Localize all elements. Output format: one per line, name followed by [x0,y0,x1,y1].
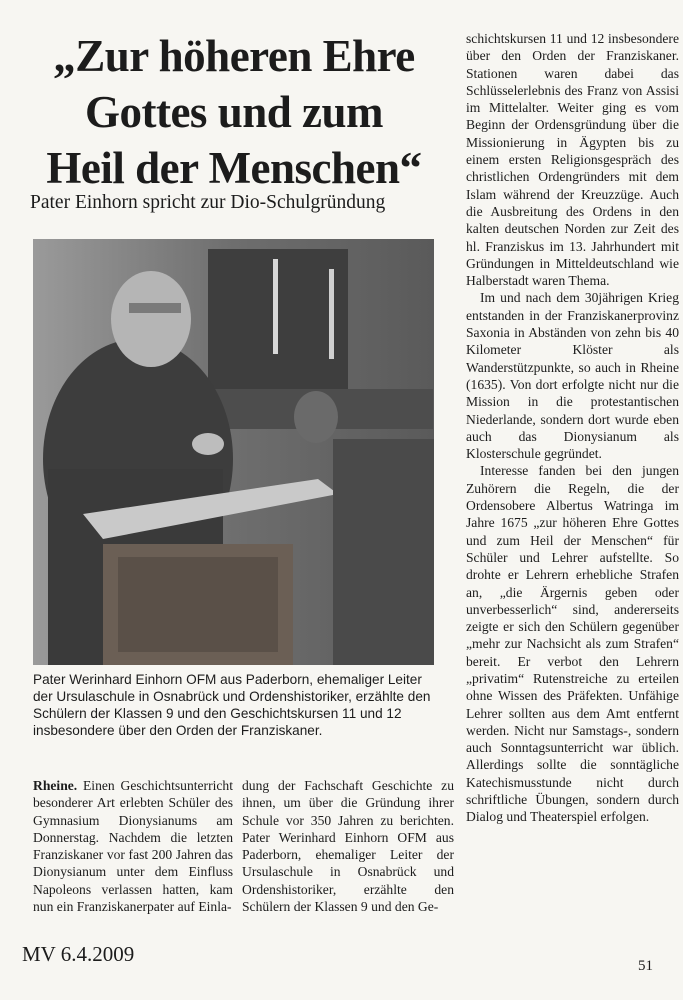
photo-scene [33,239,434,665]
article-photo [33,239,434,665]
listener-head [294,391,338,443]
body-column-2 [242,777,454,915]
subtitle: Pater Einhorn spricht zur Dio-Schulgründung [30,192,386,213]
page-number: 51 [638,958,653,974]
source-note: MV 6.4.2009 [22,942,135,966]
column-2-text: dung der Fachschaft Geschichte zu ihnen, um über die Gründung ihrer Schule vor 350 Jahren zu berichten. Pater Werinhard Einhorn OFM aus Paderborn, ehemaliger Leiter der Ursulaschule in Osnabrück und Ordenshistoriker, erzählte den Schülern der Klassen 9 und den Ge- [242,778,454,915]
headline-line-2: Gottes und zum [84,87,384,137]
column-3-paragraph-1: schichtskursen 11 und 12 insbesondere über den Orden der Franziskaner. Stationen waren dabei das Schlüsselerlebnis des Franz von Assisi im Mittelalter. Weiter ging es vom Beginn der Ordensgründung über die Missionierung in Ägypten bis zu einem ersten Religionsgespräch des christlichen Ordengründers mit dem Islam während der Kreuzzüge. Auch die Ausbreitung des Ordens in den kalten deutschen Norden zur Zeit des hl. Franziskus im 13. Jahrhundert mit Gründungen in Mitteldeutschland wie Halberstadt waren Thema. [466,31,679,289]
body-column-1 [33,777,233,915]
speaker-hand [192,433,224,455]
photo-caption: Pater Werinhard Einhorn OFM aus Paderborn, ehemaliger Leiter der Ursulaschule in Osnabrück und Ordenshistoriker, erzählte den Schülern der Klassen 9 und den Geschichtskursen 11 und 12 insbesondere über den Orden der Franziskaner. [33,672,431,738]
headline-line-3: Heil der Menschen“ [46,143,422,193]
lectern-panel [118,557,278,652]
column-1-text: Einen Geschichtsunterricht besonderer Art erlebten Schüler des Gymnasium Dionysianums am Donnerstag. Nachdem die letzten Franziskaner vor fast 200 Jahren das Dionysianum unter dem Einfluss Napoleons verlassen hatten, kam nun ein Franziskanerpater auf Einla- [33,778,233,915]
speaker-glasses [129,303,181,313]
headline [14,28,454,196]
column-3-paragraph-3: Interesse fanden bei den jungen Zuhörern die Regeln, die der Ordensobere Albertus Watringa im Jahre 1675 „zur höheren Ehre Gottes und zum Heil der Menschen“ für Schüler und Lehrer aufstellte. So drohte er Lehrern erhebliche Strafen an, „die Ärgernis geben oder unverbesserlich“ sind, andererseits zeigte er sich den Schülern gegenüber „mehr zur Nachsicht als zum Strafen“ bereit. Er verbot den Lehrern „privatim“ Rutenstreiche zu erteilen ohne Wissen des Präfekten. Unfähige Lehrer sollten aus dem Amt entfernt werden. Nicht nur Samstags-, sondern auch Sonntagsunterricht war üblich. Allerdings sollte die sonntägliche Katechismusstunde nicht durch schriftliche Übungen, sondern durch Dialog und Theaterspiel erfolgen. [466,463,679,825]
headline-line-1: „Zur höheren Ehre [53,31,415,81]
candle-left [273,259,278,354]
column-3-paragraph-2: Im und nach dem 30jährigen Krieg entstanden in der Franziskanerprovinz Saxonia in Abständen von zehn bis 40 Kilometer Klöster als Wanderstützpunkte, so auch in Rheine (1635). Von dort erfolgte nicht nur die Mission in die protestantischen Niederlande, sondern dort wurde eben auch das Dionysianum als Klosterschule gegründet. [466,290,679,462]
candle-right [329,269,334,359]
side-furniture [333,439,434,665]
speaker-head [111,271,191,367]
dateline: Rheine. [33,778,78,793]
body-column-3 [466,30,679,826]
